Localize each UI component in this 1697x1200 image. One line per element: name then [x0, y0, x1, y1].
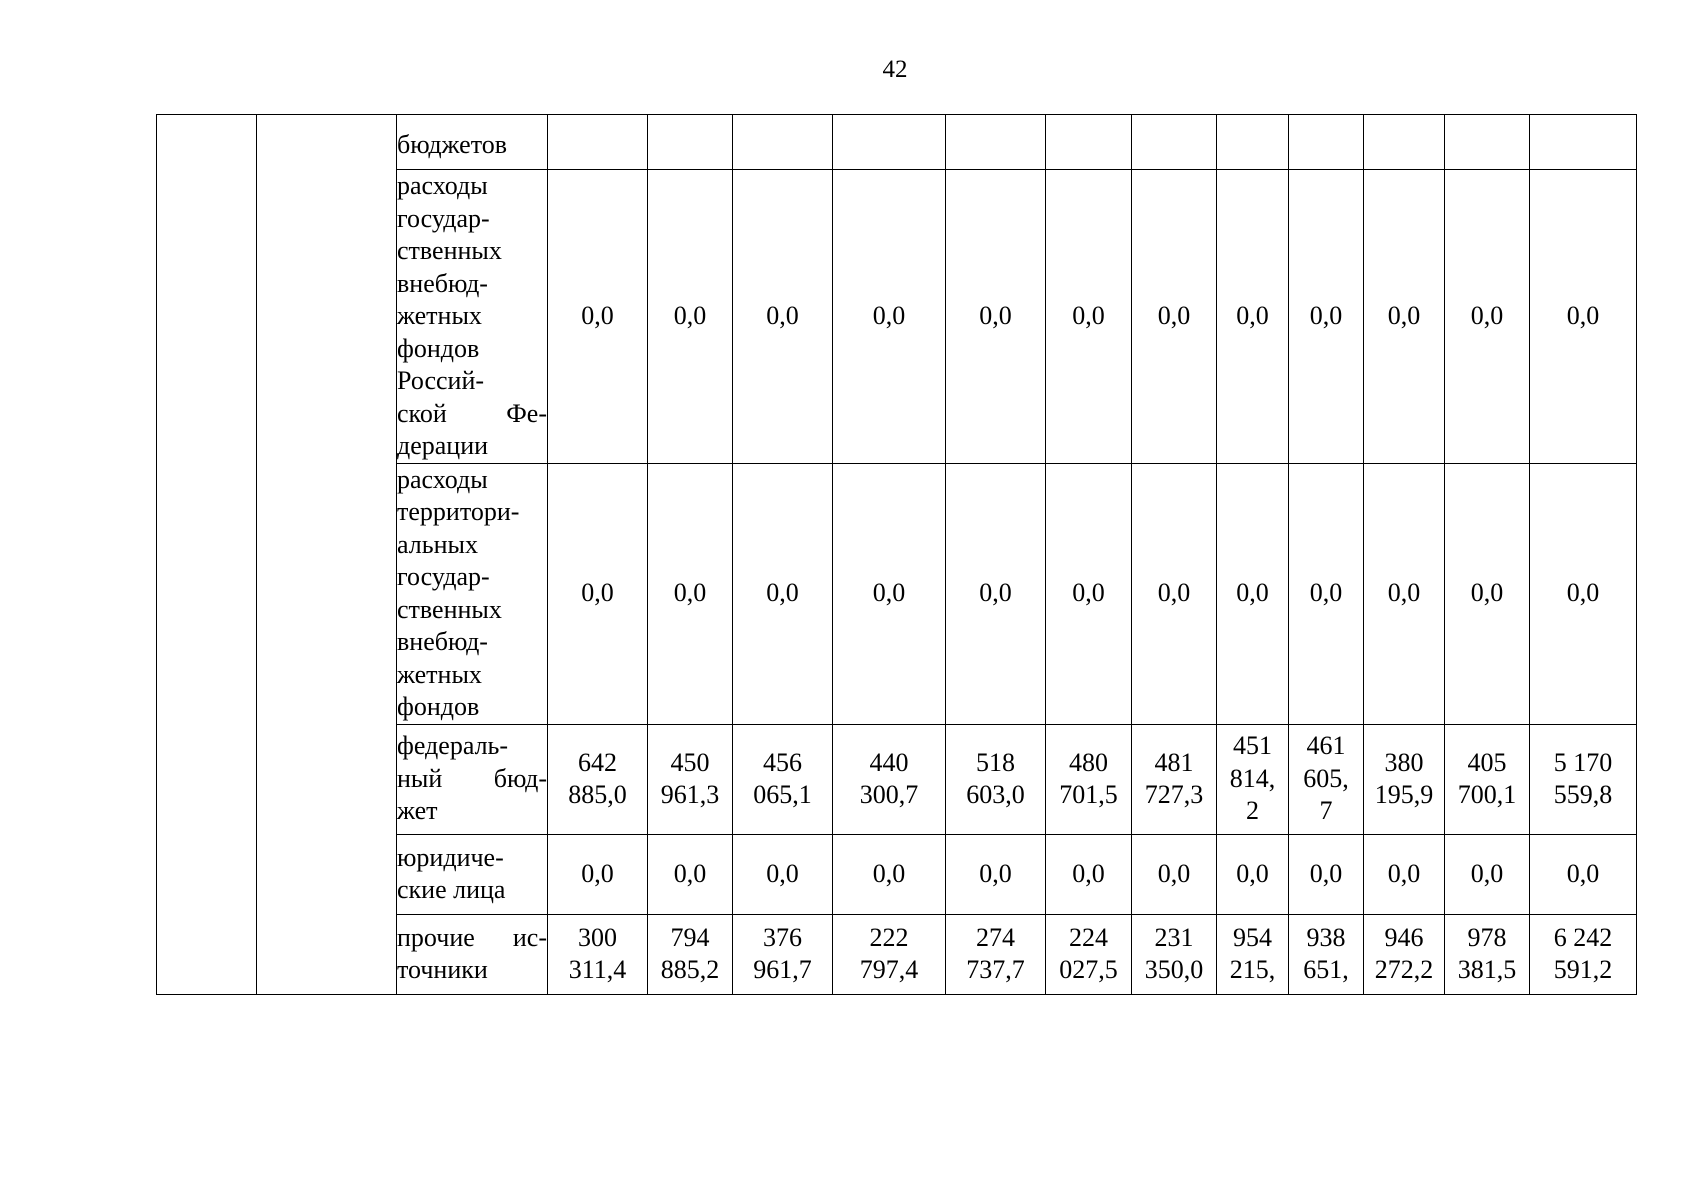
cell-value: 938 651,: [1303, 922, 1349, 984]
row-label: [397, 724, 548, 834]
cell-value: 300 311,4: [568, 922, 627, 984]
value-cell: [648, 115, 733, 170]
row-label: [397, 170, 548, 464]
cell-value: 0,0: [1236, 301, 1269, 330]
value-cell: [1046, 463, 1132, 724]
value-cell: [1217, 170, 1289, 464]
value-cell: [833, 463, 946, 724]
row-label-text: расходы территори- альных государ- ственных внебюд- жетных фондов: [397, 464, 520, 721]
value-cell: [1217, 914, 1289, 994]
cell-value: 0,0: [1236, 858, 1269, 888]
cell-value: 0,0: [979, 578, 1012, 608]
value-cell: [833, 914, 946, 994]
value-cell: [1445, 914, 1530, 994]
cell-value: 405 700,1: [1457, 747, 1517, 809]
value-cell: [548, 170, 648, 464]
table-row: [157, 115, 1637, 170]
value-cell: [1289, 724, 1364, 834]
row-label: [397, 834, 548, 914]
cell-value: 518 603,0: [966, 747, 1025, 809]
cell-value: 0,0: [979, 858, 1012, 888]
value-cell: [946, 115, 1046, 170]
value-cell: [1217, 463, 1289, 724]
cell-value: 0,0: [1387, 578, 1421, 608]
cell-value: 0,0: [673, 858, 707, 888]
value-cell: [946, 834, 1046, 914]
value-cell: [946, 170, 1046, 464]
row-label: [397, 115, 548, 170]
value-cell: [1217, 724, 1289, 834]
page-number: 42: [882, 56, 908, 83]
cell-value: 0,0: [1566, 301, 1600, 330]
value-cell: [1530, 834, 1637, 914]
cell-value: 0,0: [1470, 301, 1504, 330]
value-cell: [833, 834, 946, 914]
value-cell: [1046, 914, 1132, 994]
value-cell: [1530, 724, 1637, 834]
cell-value: 461 605, 7: [1303, 731, 1349, 826]
row-label-text: прочие ис- точники: [397, 922, 547, 984]
value-cell: [733, 834, 833, 914]
cell-value: 0,0: [1157, 578, 1191, 608]
value-cell: [1364, 724, 1445, 834]
value-cell: [946, 914, 1046, 994]
cell-value: 0,0: [1157, 858, 1191, 888]
value-cell: [1364, 834, 1445, 914]
value-cell: [1530, 914, 1637, 994]
cell-value: 0,0: [1566, 578, 1600, 608]
cell-value: 0,0: [1072, 301, 1105, 330]
row-label-text: федераль- ный бюд- жет: [397, 731, 547, 826]
cell-value: 0,0: [766, 301, 799, 330]
cell-value: 0,0: [1236, 578, 1269, 608]
cell-value: 0,0: [872, 578, 906, 608]
value-cell: [648, 463, 733, 724]
row-label: [397, 463, 548, 724]
value-cell: [1530, 115, 1637, 170]
cell-value: 0,0: [766, 578, 799, 608]
blank-col-1: [157, 115, 257, 995]
row-label: [397, 914, 548, 994]
value-cell: [1132, 724, 1217, 834]
value-cell: [1364, 115, 1445, 170]
cell-value: 0,0: [1072, 858, 1105, 888]
cell-value: 380 195,9: [1374, 747, 1434, 809]
value-cell: [648, 724, 733, 834]
row-label-text: бюджетов: [397, 129, 508, 159]
cell-value: 456 065,1: [753, 747, 812, 809]
cell-value: 6 242 591,2: [1553, 922, 1613, 984]
cell-value: 946 272,2: [1374, 922, 1434, 984]
cell-value: 0,0: [1470, 578, 1504, 608]
cell-value: 954 215,: [1229, 922, 1276, 984]
value-cell: [1364, 914, 1445, 994]
value-cell: [733, 914, 833, 994]
cell-value: 0,0: [1470, 858, 1504, 888]
cell-value: 0,0: [979, 301, 1012, 330]
cell-value: 642 885,0: [568, 747, 627, 809]
value-cell: [1289, 115, 1364, 170]
value-cell: [1046, 170, 1132, 464]
value-cell: [1217, 115, 1289, 170]
value-cell: [1132, 834, 1217, 914]
value-cell: [1217, 834, 1289, 914]
cell-value: 0,0: [1566, 858, 1600, 888]
cell-value: 0,0: [673, 578, 707, 608]
value-cell: [1289, 914, 1364, 994]
cell-value: 0,0: [1157, 301, 1191, 330]
cell-value: 376 961,7: [753, 922, 812, 984]
cell-value: 224 027,5: [1059, 922, 1118, 984]
row-label-text: юридиче- ские лица: [397, 842, 506, 904]
value-cell: [1530, 463, 1637, 724]
cell-value: 440 300,7: [859, 747, 919, 809]
value-cell: [1132, 170, 1217, 464]
value-cell: [548, 115, 648, 170]
value-cell: [833, 115, 946, 170]
value-cell: [548, 834, 648, 914]
cell-value: 0,0: [766, 858, 799, 888]
value-cell: [833, 170, 946, 464]
row-label-text: расходы государ- ственных внебюд- жетных фондов Россий- ской Фе- дерации: [397, 171, 547, 460]
funding-table: [156, 114, 1637, 995]
value-cell: [946, 724, 1046, 834]
value-cell: [1364, 463, 1445, 724]
value-cell: [1445, 724, 1530, 834]
value-cell: [1289, 170, 1364, 464]
value-cell: [733, 463, 833, 724]
value-cell: [833, 724, 946, 834]
cell-value: 0,0: [1309, 858, 1343, 888]
value-cell: [1132, 914, 1217, 994]
value-cell: [1364, 170, 1445, 464]
cell-value: 0,0: [872, 301, 906, 330]
value-cell: [1132, 463, 1217, 724]
value-cell: [548, 914, 648, 994]
cell-value: 0,0: [1387, 858, 1421, 888]
value-cell: [1530, 170, 1637, 464]
blank-col-2: [257, 115, 397, 995]
cell-value: 481 727,3: [1144, 747, 1204, 809]
cell-value: 5 170 559,8: [1553, 747, 1613, 809]
value-cell: [648, 170, 733, 464]
value-cell: [733, 115, 833, 170]
cell-value: 450 961,3: [660, 747, 720, 809]
cell-value: 0,0: [581, 578, 614, 608]
value-cell: [1445, 834, 1530, 914]
cell-value: 0,0: [673, 301, 707, 330]
cell-value: 0,0: [581, 301, 614, 330]
value-cell: [1445, 170, 1530, 464]
cell-value: 222 797,4: [859, 922, 919, 984]
cell-value: 274 737,7: [966, 922, 1025, 984]
cell-value: 231 350,0: [1144, 922, 1204, 984]
value-cell: [1046, 834, 1132, 914]
value-cell: [548, 463, 648, 724]
cell-value: 480 701,5: [1059, 747, 1118, 809]
value-cell: [1289, 834, 1364, 914]
value-cell: [1132, 115, 1217, 170]
value-cell: [946, 463, 1046, 724]
cell-value: 0,0: [1309, 578, 1343, 608]
cell-value: 978 381,5: [1457, 922, 1517, 984]
cell-value: 0,0: [1387, 301, 1421, 330]
cell-value: 0,0: [1072, 578, 1105, 608]
value-cell: [733, 724, 833, 834]
cell-value: 0,0: [1309, 301, 1343, 330]
cell-value: 0,0: [581, 858, 614, 888]
value-cell: [1289, 463, 1364, 724]
value-cell: [1445, 115, 1530, 170]
value-cell: [733, 170, 833, 464]
value-cell: [1046, 724, 1132, 834]
value-cell: [648, 834, 733, 914]
value-cell: [548, 724, 648, 834]
cell-value: 794 885,2: [660, 922, 720, 984]
cell-value: 0,0: [872, 858, 906, 888]
cell-value: 451 814, 2: [1229, 731, 1276, 826]
value-cell: [648, 914, 733, 994]
value-cell: [1046, 115, 1132, 170]
value-cell: [1445, 463, 1530, 724]
